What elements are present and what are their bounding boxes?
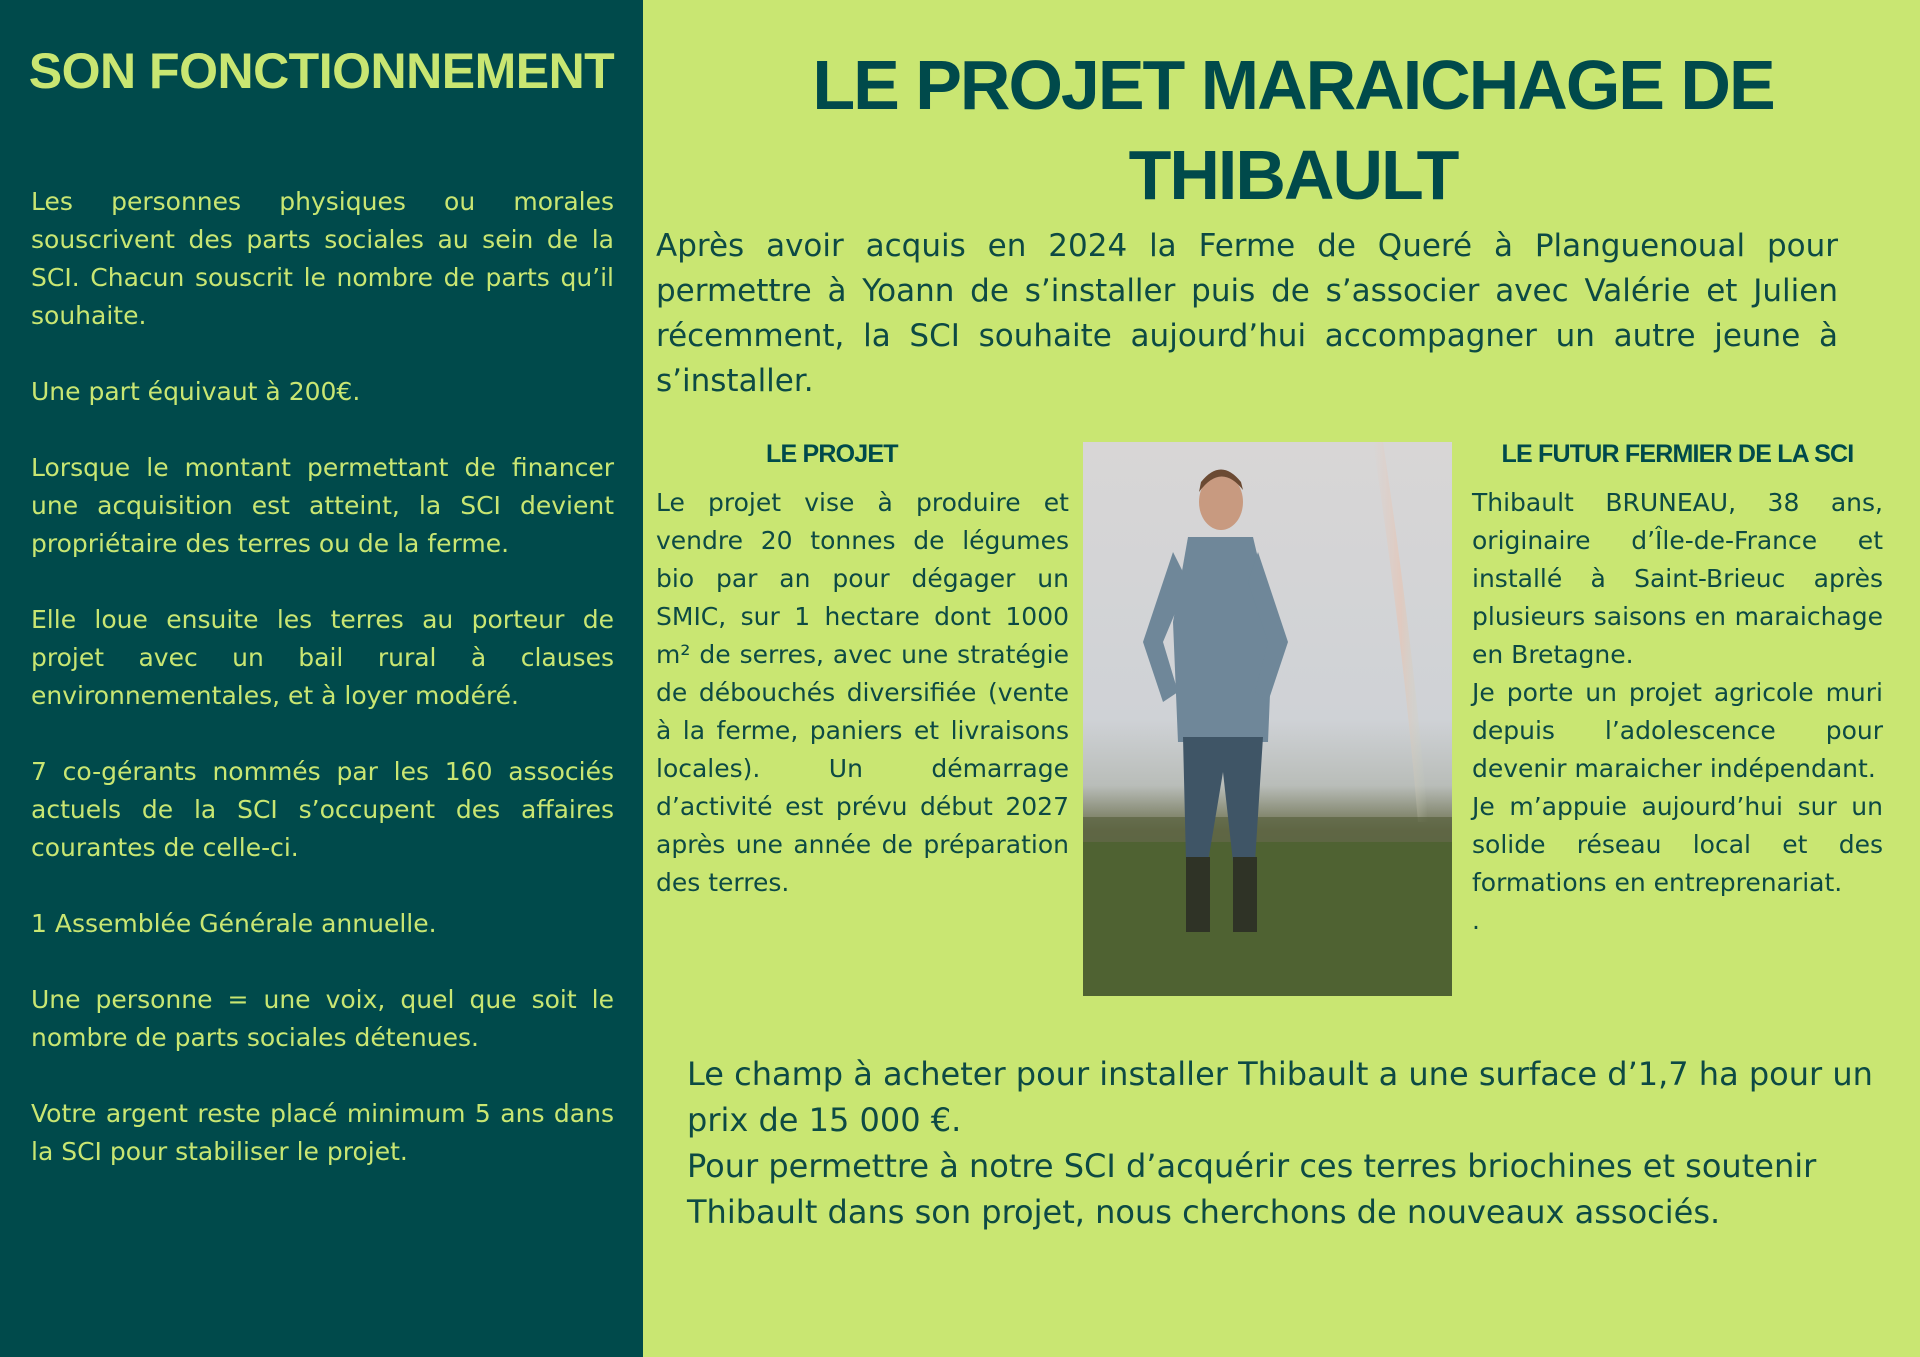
project-column: [656, 440, 1069, 902]
farmer-paragraph: Je porte un projet agricole muri depuis l’adolescence pour devenir maraicher indépendant.: [1472, 678, 1883, 783]
farmer-photo-illustration: [1083, 442, 1452, 996]
bottom-paragraph: Le champ à acheter pour installer Thibault a une surface d’1,7 ha pour un prix de 15 000 €.: [687, 1055, 1873, 1139]
left-heading: SON FONCTIONNEMENT: [28, 43, 615, 99]
farmer-heading: LE FUTUR FERMIER DE LA SCI: [1501, 440, 1854, 468]
bottom-callout: [687, 1051, 1877, 1235]
left-paragraph: Elle loue ensuite les terres au porteur de projet avec un bail rural à clauses environnementales, et à loyer modéré.: [31, 605, 614, 710]
left-paragraph: Votre argent reste placé minimum 5 ans dans la SCI pour stabiliser le projet.: [31, 1099, 614, 1166]
left-panel: [0, 0, 643, 1357]
left-body: [31, 183, 614, 1209]
farmer-paragraph: Je m’appuie aujourd’hui sur un solide réseau local et des formations en entreprenariat.: [1472, 792, 1883, 897]
project-heading: LE PROJET: [766, 440, 898, 468]
left-paragraph: Les personnes physiques ou morales souscrivent des parts sociales au sein de la SCI. Chacun souscrit le nombre de parts qu’il souhaite.: [31, 187, 614, 330]
left-paragraph: Lorsque le montant permettant de financer une acquisition est atteint, la SCI devient propriétaire des terres ou de la ferme.: [31, 453, 614, 558]
farmer-column: [1472, 440, 1883, 940]
farmer-paragraph: .: [1472, 906, 1480, 935]
intro-paragraph: Après avoir acquis en 2024 la Ferme de Queré à Planguenoual pour permettre à Yoann de s’installer puis de s’associer avec Valérie et Julien récemment, la SCI souhaite aujourd’hui accompagner un autre jeune à s’installer.: [656, 228, 1838, 399]
project-text: Le projet vise à produire et vendre 20 tonnes de légumes bio par an pour dégager un SMIC, sur 1 hectare dont 1000 m² de serres, avec une stratégie de débouchés diversifiée (vente à la ferme, paniers et livraisons locales). Un démarrage d’activité est prévu début 2027 après une année de préparation des terres.: [656, 488, 1069, 897]
page-title: LE PROJET MARAICHAGE DE THIBAULT: [812, 46, 1774, 214]
left-paragraph: 7 co-gérants nommés par les 160 associés actuels de la SCI s’occupent des affaires courantes de celle-ci.: [31, 757, 614, 862]
bottom-paragraph: Pour permettre à notre SCI d’acquérir ces terres briochines et soutenir Thibault dans son projet, nous cherchons de nouveaux associés.: [687, 1147, 1817, 1231]
left-paragraph: Une personne = une voix, quel que soit le nombre de parts sociales détenues.: [31, 985, 614, 1052]
left-paragraph: Une part équivaut à 200€.: [31, 377, 361, 406]
left-paragraph: 1 Assemblée Générale annuelle.: [31, 909, 437, 938]
farmer-paragraph: Thibault BRUNEAU, 38 ans, originaire d’Île-de-France et installé à Saint-Brieuc après plusieurs saisons en maraichage en Bretagne.: [1472, 488, 1883, 669]
farmer-photo: [1083, 442, 1452, 996]
